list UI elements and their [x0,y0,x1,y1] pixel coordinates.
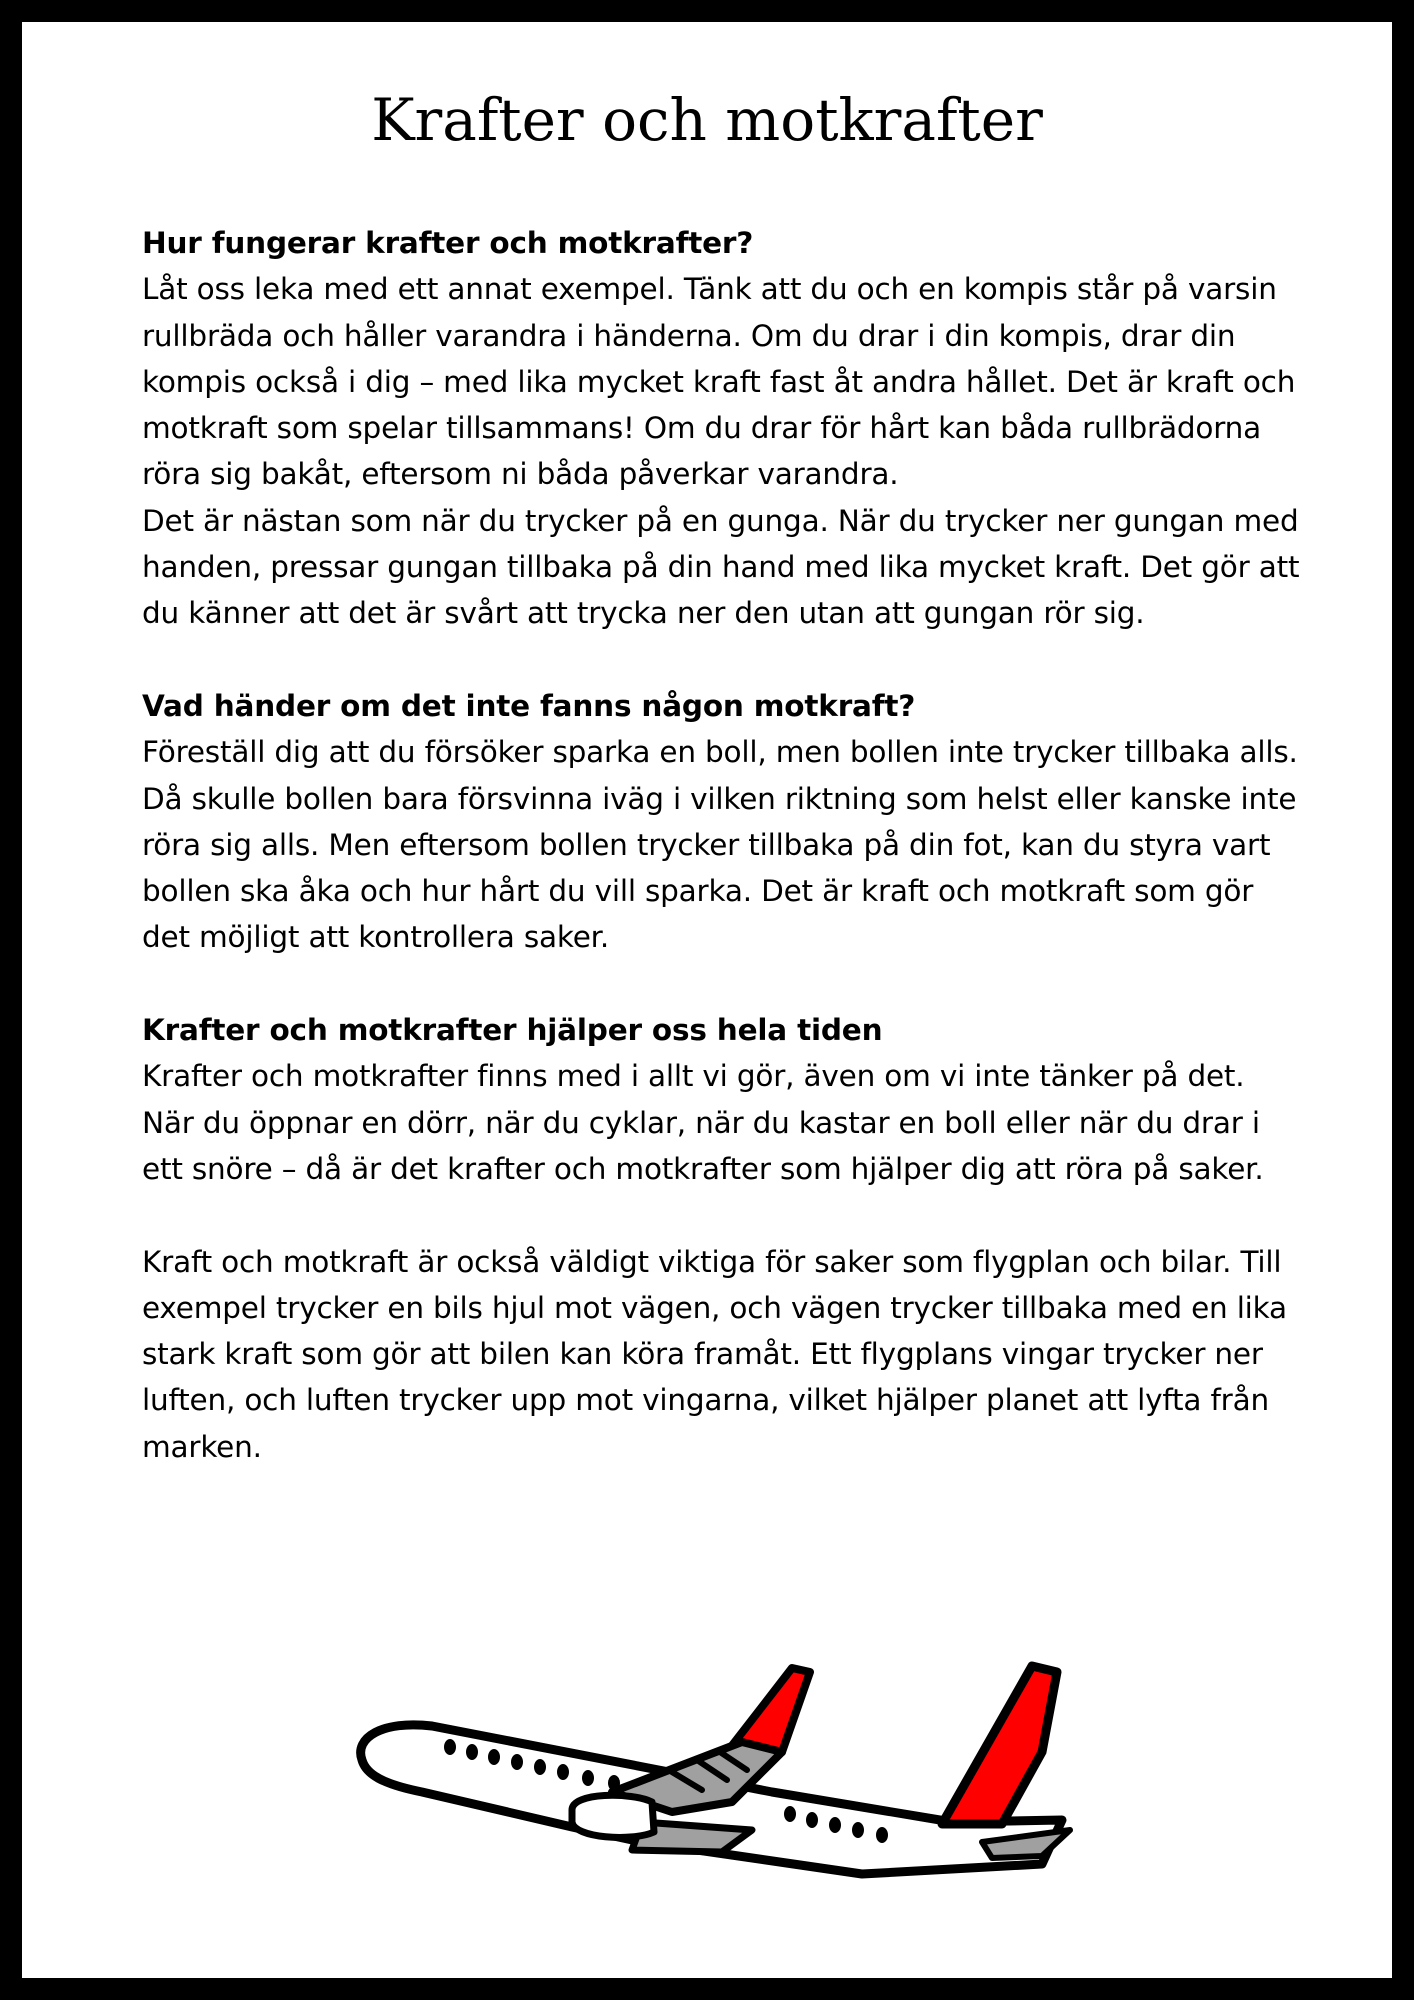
spacer [142,1192,1302,1238]
spacer [142,637,1302,683]
section-heading: Krafter och motkrafter hjälper oss hela tiden [142,1013,883,1048]
paragraph: Det är nästan som när du trycker på en gunga. När du trycker ner gungan med handen, pressar gungan tillbaka på din hand med lika mycket kraft. Det gör att du känner att det är svårt att trycka ner den utan att gungan rör sig. [142,503,1300,631]
airplane-icon [342,1642,1102,1892]
paragraph: Kraft och motkraft är också väldigt viktiga för saker som flygplan och bilar. Till exempel trycker en bils hjul mot vägen, och vägen trycker tillbaka med en lika stark kraft som gör att bilen kan köra framåt. Ett flygplans vingar trycker ner luften, och luften trycker upp mot vingarna, vilket hjälper planet att lyfta från marken. [142,1244,1287,1464]
spacer [142,961,1302,1007]
section-heading: Vad händer om det inte fanns någon motkraft? [142,688,916,723]
document-page [22,22,1392,1978]
section-heading: Hur fungerar krafter och motkrafter? [142,226,754,260]
paragraph: Krafter och motkrafter finns med i allt vi gör, även om vi inte tänker på det. När du öppnar en dörr, när du cyklar, när du kastar en boll eller när du drar i ett snöre – då är det krafter och motkrafter som hjälper dig att röra på saker. [142,1059,1264,1186]
paragraph: Föreställ dig att du försöker sparka en boll, men bollen inte trycker tillbaka alls. Då skulle bollen bara försvinna iväg i vilken riktning som helst eller kanske inte röra sig alls. Men eftersom bollen trycker tillbaka på din fot, kan du styra vart bollen ska åka och hur hårt du vill sparka. Det är kraft och motkraft som gör det möjligt att kontrollera saker. [142,735,1298,955]
paragraph: Låt oss leka med ett annat exempel. Tänk att du och en kompis står på varsin rullbräda och håller varandra i händerna. Om du drar i din kompis, drar din kompis också i dig – med lika mycket kraft fast åt andra hållet. Det är kraft och motkraft som spelar tillsammans! Om du drar för hårt kan båda rullbrädorna röra sig bakåt, eftersom ni båda påverkar varandra. [142,272,1296,492]
page-title: Krafter och motkrafter [371,86,1043,154]
document-body [142,220,1302,1470]
